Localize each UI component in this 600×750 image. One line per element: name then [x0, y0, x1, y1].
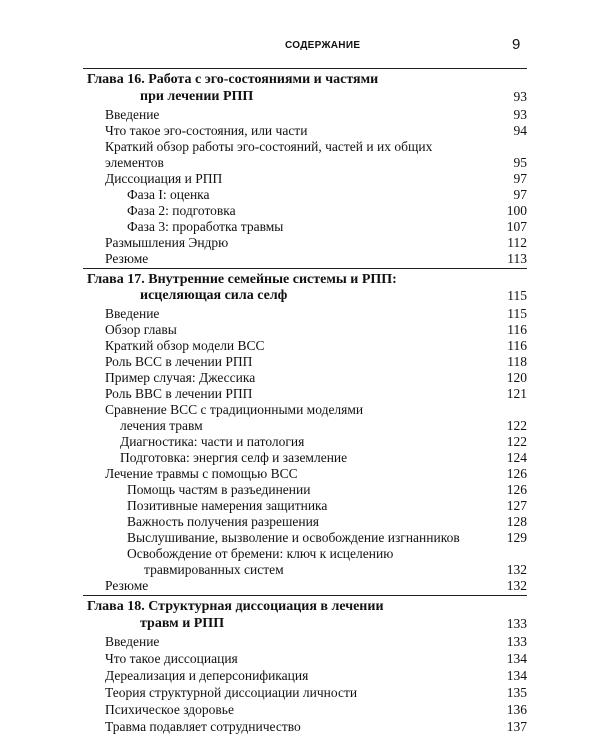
chapter-title-line1: Глава 17. Внутренние семейные системы и РПП: [87, 272, 397, 287]
toc-entry-title: Фаза 2: подготовка [127, 203, 236, 218]
toc-page-number: 94 [513, 123, 527, 138]
toc-page-number: 115 [507, 306, 527, 321]
toc-page-number: 118 [507, 354, 527, 369]
toc-entry-title: Краткий обзор работы эго-состояний, частей и их общих [105, 139, 433, 154]
chapter-title-line2: исцеляющая сила селф [140, 288, 288, 303]
toc-page-number: 133 [506, 634, 527, 649]
toc-page-number: 134 [506, 668, 527, 683]
toc-page-number: 116 [507, 338, 527, 353]
toc-page-number: 124 [506, 450, 527, 465]
toc-entry-title: Введение [105, 634, 160, 649]
toc-page-number: 135 [506, 685, 527, 700]
toc-entry-title-cont: лечения травм [120, 418, 203, 433]
toc-entry-title: Резюме [105, 251, 149, 266]
toc-entry-title: Диссоциация и РПП [105, 171, 223, 186]
toc-page-number: 95 [513, 155, 527, 170]
chapter-title-line2: при лечении РПП [140, 89, 254, 104]
toc-entry-title: Что такое эго-состояния, или части [105, 123, 308, 138]
chapter-title-line1: Глава 16. Работа с эго-состояниями и частями [87, 72, 379, 87]
toc-page-number: 113 [507, 251, 527, 266]
running-title: СОДЕРЖАНИЕ [285, 40, 361, 51]
toc-page-number: 132 [506, 562, 527, 577]
toc-entry-title: Лечение травмы с помощью ВСС [105, 466, 298, 481]
toc-page-number: 97 [513, 171, 527, 186]
toc-page-number: 107 [506, 219, 527, 234]
chapter-title-line1: Глава 18. Структурная диссоциация в лечении [87, 599, 384, 614]
toc-page-number: 121 [506, 386, 527, 401]
chapter-title-line2: травм и РПП [140, 616, 225, 631]
toc-entry-title: Сравнение ВСС с традиционными моделями [105, 402, 364, 417]
toc-entry-title: Позитивные намерения защитника [127, 498, 328, 513]
toc-entry-title: Краткий обзор модели ВСС [105, 338, 265, 353]
toc-entry-title-cont: травмированных систем [144, 562, 284, 577]
toc-page-number: 100 [506, 203, 527, 218]
chapter-divider [83, 595, 527, 596]
page-number: 9 [512, 36, 521, 53]
toc-page-number: 136 [506, 702, 527, 717]
toc-page-number: 97 [513, 187, 527, 202]
toc-page-number: 93 [513, 89, 527, 104]
chapter-divider [83, 268, 527, 269]
toc-page-number: 120 [506, 370, 527, 385]
toc-entry-title: Дереализация и деперсонификация [105, 668, 309, 683]
toc-entry-title: Роль ВВС в лечении РПП [105, 386, 253, 401]
toc-entry-title: Выслушивание, вызволение и освобождение изгнанников [127, 530, 460, 545]
toc-page-number: 134 [506, 651, 527, 666]
toc-entry-title: Психическое здоровье [105, 702, 234, 717]
toc-entry-title: Фаза I: оценка [127, 187, 210, 202]
toc-entry-title: Освобождение от бремени: ключ к исцелению [127, 546, 394, 561]
chapter-divider [83, 68, 527, 69]
toc-page-number: 116 [507, 322, 527, 337]
toc-entry-title: Диагностика: части и патология [120, 434, 305, 449]
page-header [0, 38, 600, 58]
toc-entry-title: Обзор главы [105, 322, 177, 337]
toc-entry-title-cont: элементов [105, 155, 164, 170]
toc-page-number: 128 [506, 514, 527, 529]
toc-entry-title: Что такое диссоциация [105, 651, 238, 666]
toc-page-number: 132 [506, 578, 527, 593]
toc-page-number: 93 [513, 107, 527, 122]
toc-page-number: 126 [506, 466, 527, 481]
toc-entry-title: Подготовка: энергия селф и заземление [120, 450, 348, 465]
toc-page-number: 129 [506, 530, 527, 545]
toc-page-number: 137 [506, 719, 527, 734]
toc-entry-title: Травма подавляет сотрудничество [105, 719, 301, 734]
toc-page-number: 133 [506, 616, 527, 631]
toc-entry-title: Важность получения разрешения [127, 514, 320, 529]
toc-page-number: 122 [506, 434, 527, 449]
toc-entry-title: Введение [105, 107, 160, 122]
toc-entry-title: Фаза 3: проработка травмы [127, 219, 284, 234]
toc-entry-title: Введение [105, 306, 160, 321]
toc-entry-title: Помощь частям в разъединении [127, 482, 311, 497]
toc-page-number: 115 [507, 288, 527, 303]
toc-page-number: 122 [506, 418, 527, 433]
toc-page-number: 126 [506, 482, 527, 497]
toc-entry-title: Пример случая: Джессика [105, 370, 256, 385]
toc-entry-title: Теория структурной диссоциации личности [105, 685, 358, 700]
toc-entry-title: Размышления Эндрю [105, 235, 229, 250]
toc-entry-title: Резюме [105, 578, 149, 593]
toc-page-number: 127 [506, 498, 527, 513]
toc-entry-title: Роль ВСС в лечении РПП [105, 354, 253, 369]
toc-page-number: 112 [507, 235, 527, 250]
